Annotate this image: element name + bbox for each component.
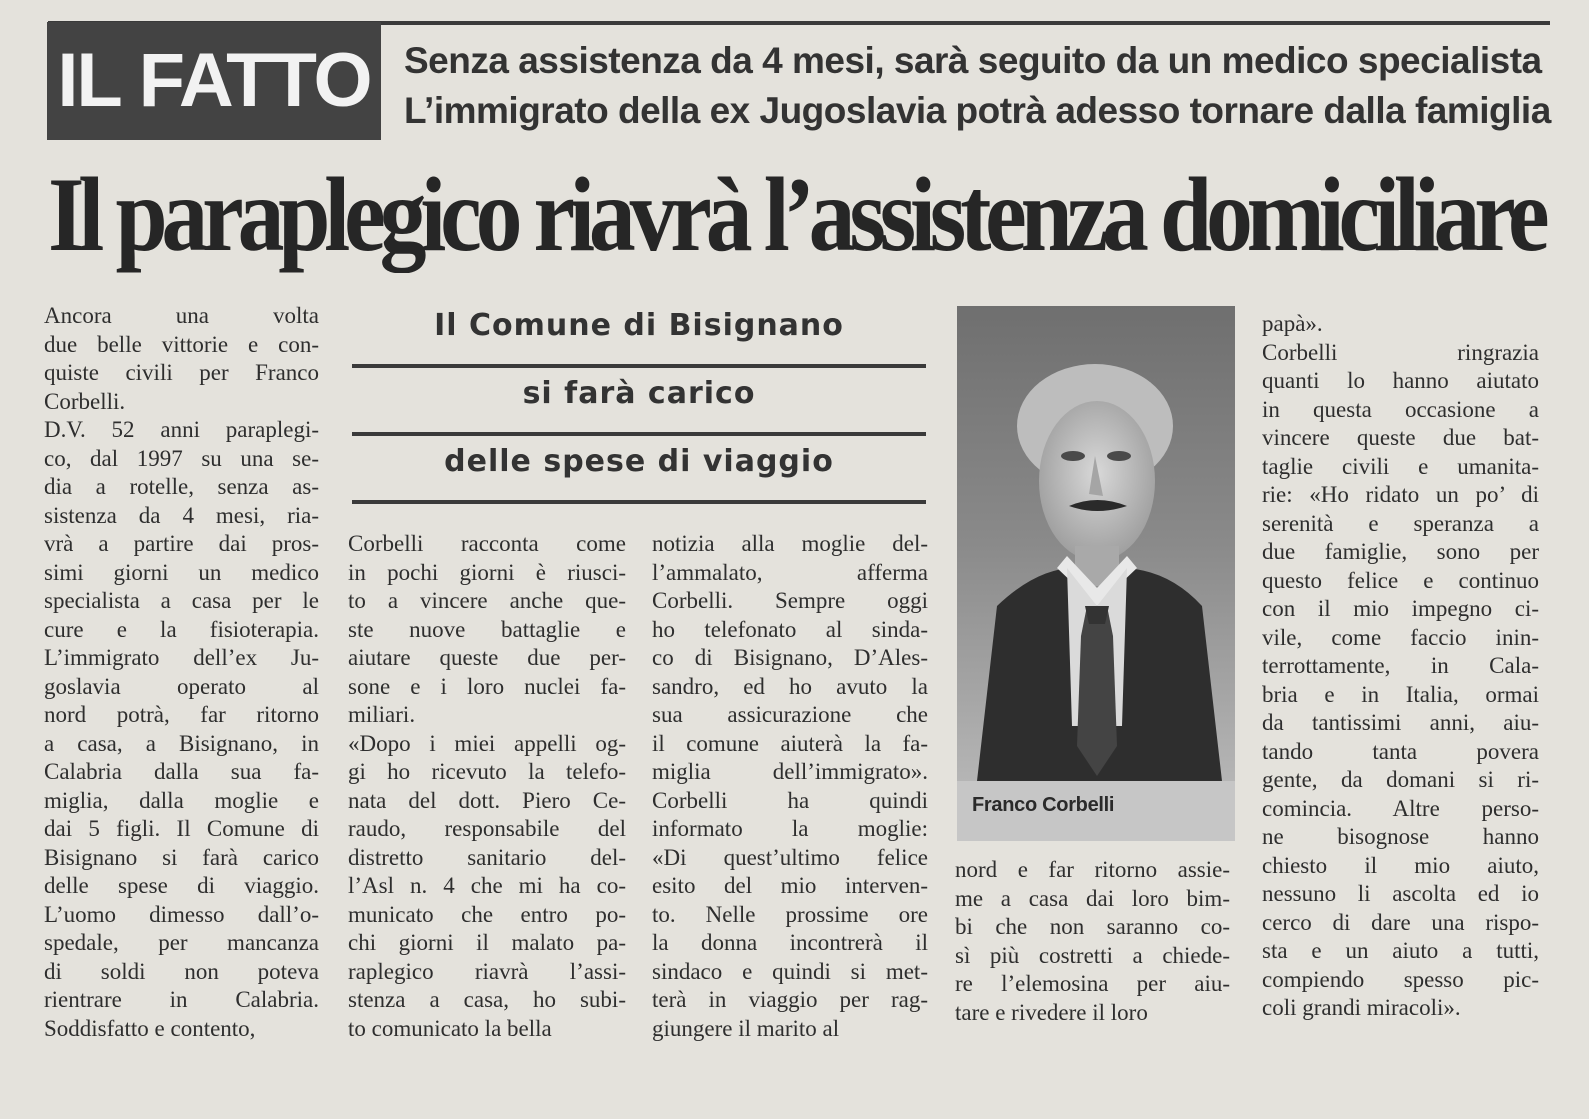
text-line: comincia. Altre perso- xyxy=(1262,795,1539,821)
subheadline-1: Senza assistenza da 4 mesi, sarà seguito da un medico specialista xyxy=(404,40,1542,81)
text-line: distretto sanitario del- xyxy=(348,844,626,870)
text-line: Corbelli ha quindi xyxy=(652,787,928,813)
text-line: gi ho ricevuto la telefo- xyxy=(348,759,626,784)
text-line: municato che entro po- xyxy=(348,901,626,927)
text-line: Corbelli racconta come xyxy=(348,531,626,556)
text-line: raudo, responsabile del xyxy=(348,816,626,841)
text-line: vincere queste due bat- xyxy=(1262,425,1539,450)
text-line: dai 5 figli. Il Comune di xyxy=(44,816,319,841)
text-line: chi giorni il malato pa- xyxy=(348,930,626,955)
text-line: delle spese di viaggio. xyxy=(44,873,319,898)
text-line: esito del mio interven- xyxy=(652,873,928,898)
text-line: la donna incontrerà il xyxy=(652,930,928,955)
text-line: due famiglie, sono per xyxy=(1262,539,1539,564)
text-line: miglia dell’immigrato». xyxy=(652,759,928,784)
text-line: due belle vittorie e con- xyxy=(44,331,319,357)
article-column-1 xyxy=(44,302,319,1043)
text-line: da tantissimi anni, aiu- xyxy=(1262,710,1539,735)
text-line: ho telefonato al sinda- xyxy=(652,616,928,642)
text-line: tando tanta povera xyxy=(1262,738,1539,764)
text-line: sindaco e quindi si met- xyxy=(652,958,928,984)
text-line: serenità e speranza a xyxy=(1262,510,1539,536)
section-label: IL FATTO xyxy=(47,22,381,140)
text-line: bria e in Italia, ormai xyxy=(1262,681,1539,707)
text-line: gente, da domani si ri- xyxy=(1262,767,1539,792)
text-line: coli grandi miracoli». xyxy=(1262,995,1461,1020)
text-line: Ancora una volta xyxy=(44,303,319,328)
pullquote-line-1: Il Comune di Bisignano xyxy=(352,300,926,368)
text-line: spedale, per mancanza xyxy=(44,930,319,955)
text-line: nord potrà, far ritorno xyxy=(44,702,319,727)
text-line: goslavia operato al xyxy=(44,673,319,699)
text-line: co, dal 1997 su una se- xyxy=(44,445,319,471)
text-line: di soldi non poteva xyxy=(44,958,319,984)
text-line: cerco di dare una rispo- xyxy=(1262,909,1539,935)
text-line: sì più costretti a chiede- xyxy=(955,942,1230,968)
text-line: terà in viaggio per rag- xyxy=(652,987,928,1012)
text-line: L’uomo dimesso dall’o- xyxy=(44,901,319,927)
photo-caption: Franco Corbelli xyxy=(972,794,1115,816)
text-line: ne bisognose hanno xyxy=(1262,824,1539,849)
text-line: sta e un aiuto a tutti, xyxy=(1262,938,1539,963)
text-line: giungere il marito al xyxy=(652,1015,840,1041)
text-line: quiste civili per Franco xyxy=(44,360,319,385)
text-line: notizia alla moglie del- xyxy=(652,531,928,556)
text-line: «Dopo i miei appelli og- xyxy=(348,730,626,756)
text-line: taglie civili e umanita- xyxy=(1262,453,1539,479)
text-line: «Di quest’ultimo felice xyxy=(652,844,928,870)
text-line: Corbelli. xyxy=(44,388,126,414)
text-line: sua assicurazione che xyxy=(652,702,928,727)
text-line: papà». xyxy=(1262,311,1323,336)
text-line: in questa occasione a xyxy=(1262,396,1539,422)
text-line: dia a rotelle, senza as- xyxy=(44,474,319,499)
text-line: simi giorni un medico xyxy=(44,559,319,585)
text-line: to comunicato la bella xyxy=(348,1015,552,1041)
article-column-3 xyxy=(652,530,928,1043)
text-line: D.V. 52 anni paraplegi- xyxy=(44,417,319,442)
text-line: re l’elemosina per aiu- xyxy=(955,971,1230,996)
text-line: sone e i loro nuclei fa- xyxy=(348,673,626,699)
pullquote-line-2: si farà carico xyxy=(352,368,926,436)
text-line: sandro, ed ho avuto la xyxy=(652,673,928,699)
text-line: il comune aiuterà la fa- xyxy=(652,730,928,756)
text-line: a casa, a Bisignano, in xyxy=(44,730,319,756)
text-line: me a casa dai loro bim- xyxy=(955,885,1230,911)
text-line: Corbelli. Sempre oggi xyxy=(652,588,928,613)
text-line: questo felice e continuo xyxy=(1262,567,1539,593)
text-line: tare e rivedere il loro xyxy=(955,999,1148,1025)
text-line: to. Nelle prossime ore xyxy=(652,901,928,927)
headline: Il paraplegico riavrà l’assistenza domiciliare xyxy=(48,156,1544,273)
portrait-illustration xyxy=(957,306,1235,841)
article-column-2 xyxy=(348,530,626,1043)
text-line: Corbelli ringrazia xyxy=(1262,339,1539,365)
text-line: miliari. xyxy=(348,702,416,727)
text-line: compiendo spesso pic- xyxy=(1262,966,1539,992)
text-line: rie: «Ho ridato un po’ di xyxy=(1262,482,1539,507)
text-line: nessuno li ascolta ed io xyxy=(1262,881,1539,906)
text-line: co di Bisignano, D’Ales- xyxy=(652,645,928,670)
text-line: Soddisfatto e contento, xyxy=(44,1015,256,1041)
text-line: ste nuove battaglie e xyxy=(348,616,626,642)
text-line: l’Asl n. 4 che mi ha co- xyxy=(348,873,626,898)
text-line: to a vincere anche que- xyxy=(348,588,626,613)
text-line: sistenza da 4 mesi, ria- xyxy=(44,502,319,528)
text-line: informato la moglie: xyxy=(652,816,928,841)
text-line: cure e la fisioterapia. xyxy=(44,616,319,642)
text-line: terrottamente, in Cala- xyxy=(1262,653,1539,678)
text-line: raplegico riavrà l’assi- xyxy=(348,958,626,984)
text-line: l’ammalato, afferma xyxy=(652,559,928,585)
text-line: bi che non saranno co- xyxy=(955,914,1230,939)
text-line: aiutare queste due per- xyxy=(348,645,626,670)
text-line: rientrare in Calabria. xyxy=(44,987,319,1012)
text-line: vrà a partire dai pros- xyxy=(44,531,319,556)
text-line: miglia, dalla moglie e xyxy=(44,787,319,813)
text-line: quanti lo hanno aiutato xyxy=(1262,368,1539,393)
pullquote xyxy=(352,300,926,504)
pullquote-line-3: delle spese di viaggio xyxy=(352,436,926,504)
text-line: chiesto il mio aiuto, xyxy=(1262,852,1539,878)
text-line: con il mio impegno ci- xyxy=(1262,596,1539,621)
text-line: vile, come faccio inin- xyxy=(1262,624,1539,650)
text-line: L’immigrato dell’ex Ju- xyxy=(44,645,319,670)
text-line: specialista a casa per le xyxy=(44,588,319,613)
text-line: in pochi giorni è riusci- xyxy=(348,559,626,585)
portrait-photo xyxy=(957,306,1235,841)
text-line: stenza a casa, ho subi- xyxy=(348,987,626,1012)
article-column-4 xyxy=(955,856,1230,1027)
subheadline-2: L’immigrato della ex Jugoslavia potrà adesso tornare dalla famiglia xyxy=(404,90,1551,131)
text-line: nata del dott. Piero Ce- xyxy=(348,787,626,813)
text-line: nord e far ritorno assie- xyxy=(955,857,1230,882)
article-column-5 xyxy=(1262,310,1539,1023)
text-line: Bisignano si farà carico xyxy=(44,844,319,870)
text-line: Calabria dalla sua fa- xyxy=(44,759,319,784)
